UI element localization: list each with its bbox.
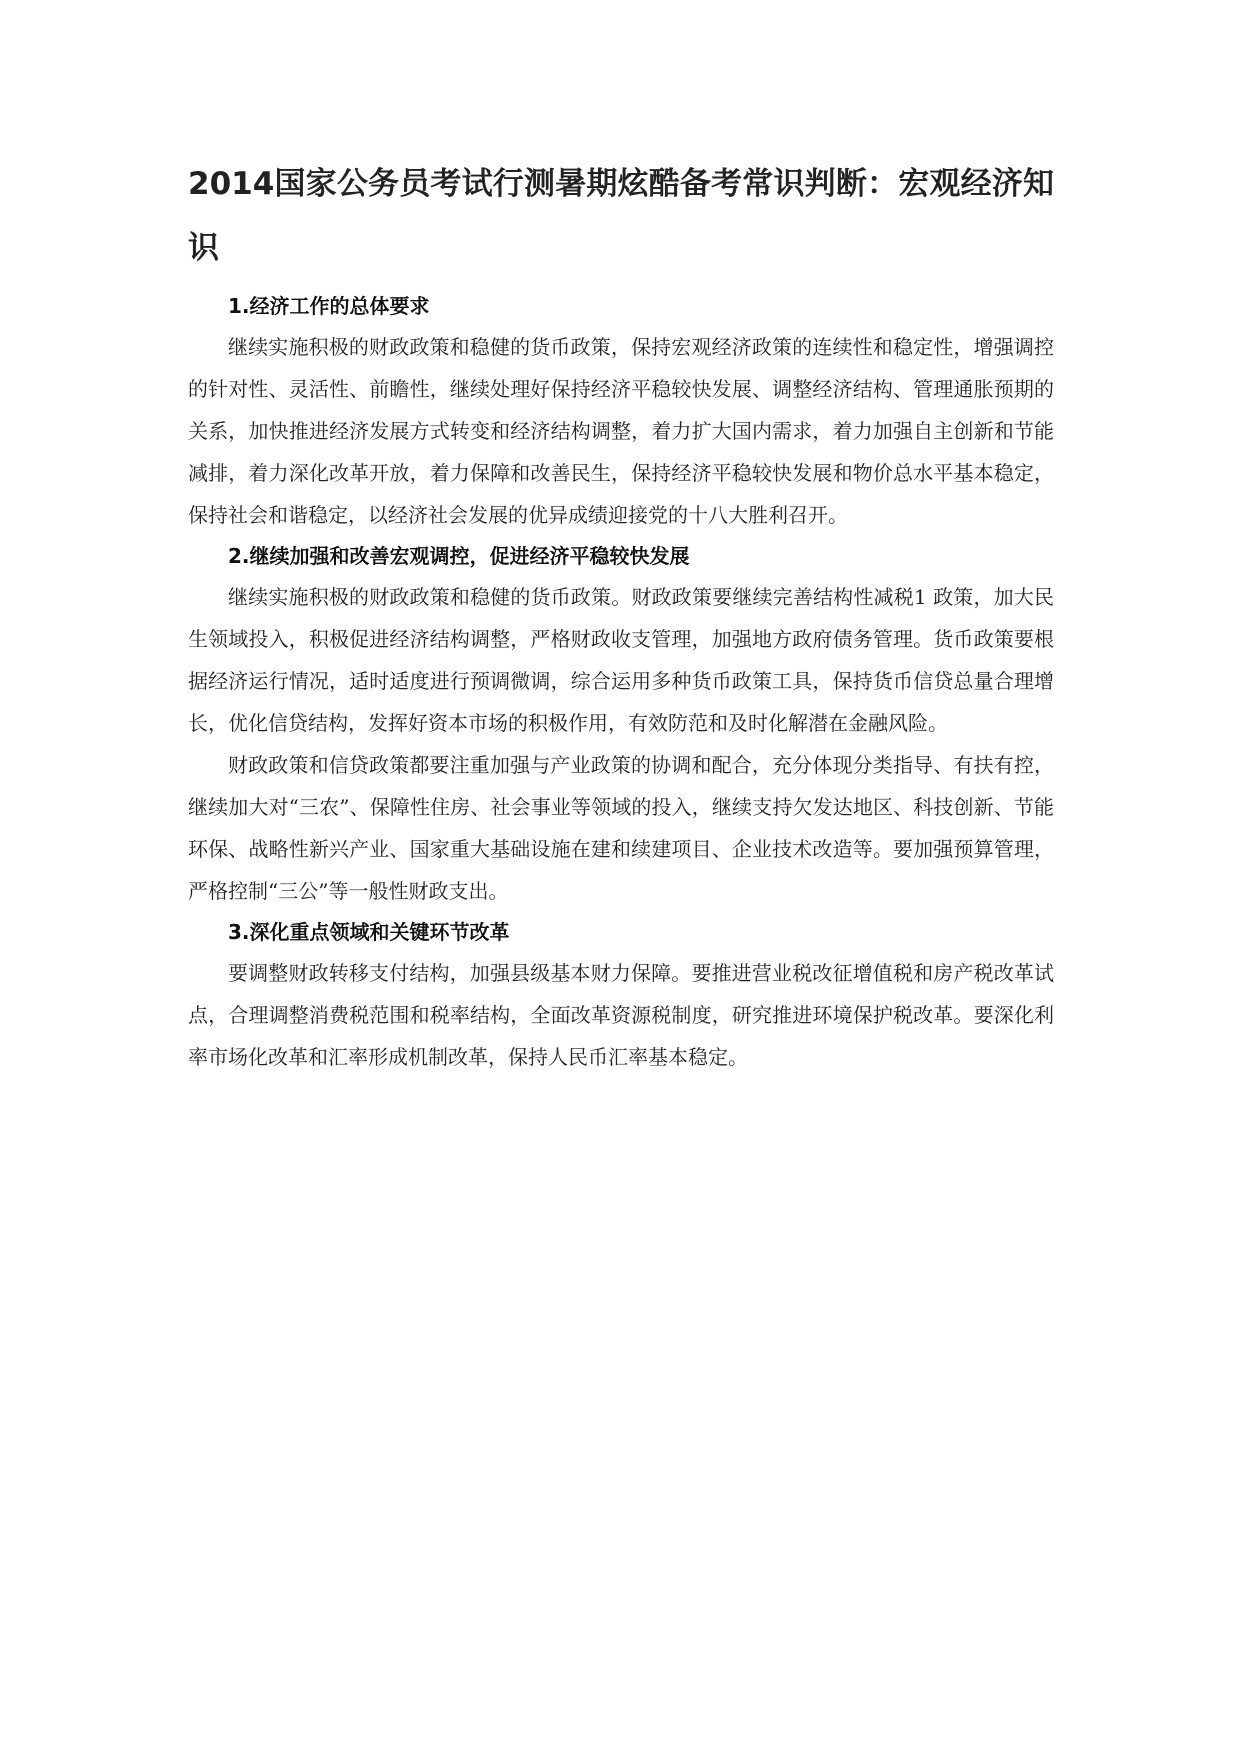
section-heading: 3.深化重点领域和关键环节改革 <box>228 920 510 944</box>
document-body <box>188 152 1054 1078</box>
section-1 <box>188 286 1054 536</box>
paragraph: 继续实施积极的财政政策和稳健的货币政策。财政政策要继续完善结构性减税1 政策，加大民生领域投入，积极促进经济结构调整，严格财政收支管理，加强地方政府债务管理。货币政策要根据经济运行情况，适时适度进行预调微调，综合运用多种货币政策工具，保持货币信贷总量合理增长，优化信贷结构，发挥好资本市场的积极作用，有效防范和及时化解潜在金融风险。 <box>188 585 1054 735</box>
section-heading: 1.经济工作的总体要求 <box>228 294 430 318</box>
section-3 <box>188 912 1054 1078</box>
paragraph: 财政政策和信贷政策都要注重加强与产业政策的协调和配合，充分体现分类指导、有扶有控，继续加大对“三农”、保障性住房、社会事业等领域的投入，继续支持欠发达地区、科技创新、节能环保、战略性新兴产业、国家重大基础设施在建和续建项目、企业技术改造等。要加强预算管理，严格控制“三公”等一般性财政支出。 <box>188 753 1054 903</box>
paragraph: 继续实施积极的财政政策和稳健的货币政策，保持宏观经济政策的连续性和稳定性，增强调控的针对性、灵活性、前瞻性，继续处理好保持经济平稳较快发展、调整经济结构、管理通胀预期的关系，加快推进经济发展方式转变和经济结构调整，着力扩大国内需求，着力加强自主创新和节能减排，着力深化改革开放，着力保障和改善民生，保持经济平稳较快发展和物价总水平基本稳定，保持社会和谐稳定，以经济社会发展的优异成绩迎接党的十八大胜利召开。 <box>188 335 1054 527</box>
section-2 <box>188 536 1054 912</box>
document-title: 2014国家公务员考试行测暑期炫酷备考常识判断：宏观经济知识 <box>188 166 1054 266</box>
section-heading: 2.继续加强和改善宏观调控，促进经济平稳较快发展 <box>228 544 690 568</box>
paragraph: 要调整财政转移支付结构，加强县级基本财力保障。要推进营业税改征增值税和房产税改革试点，合理调整消费税范围和税率结构，全面改革资源税制度，研究推进环境保护税改革。要深化利率市场化改革和汇率形成机制改革，保持人民币汇率基本稳定。 <box>188 961 1054 1069</box>
